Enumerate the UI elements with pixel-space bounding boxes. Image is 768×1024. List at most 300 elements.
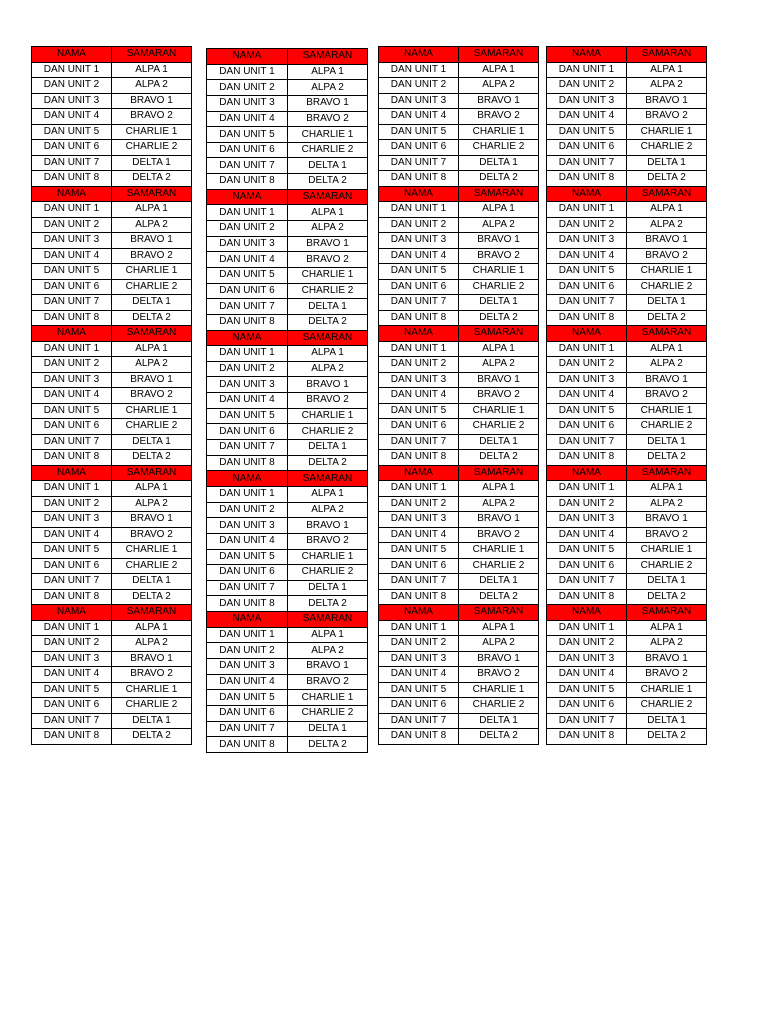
header-nama: NAMA [32,465,112,481]
header-nama: NAMA [207,612,288,628]
cell-samaran: DELTA 2 [288,455,368,471]
table-row [547,419,707,435]
cell-samaran: CHARLIE 1 [627,264,707,280]
cell-samaran: CHARLIE 2 [288,565,368,581]
cell-samaran: CHARLIE 2 [459,698,539,714]
cell-samaran: DELTA 2 [459,729,539,745]
cell-samaran: CHARLIE 1 [112,543,192,559]
cell-nama: DAN UNIT 5 [547,124,627,140]
cell-samaran: ALPA 1 [112,341,192,357]
cell-samaran: BRAVO 1 [627,651,707,667]
cell-samaran: BRAVO 2 [459,527,539,543]
cell-nama: DAN UNIT 7 [207,299,288,315]
cell-nama: DAN UNIT 7 [547,713,627,729]
table-row [547,109,707,125]
header-samaran: SAMARAN [627,186,707,202]
cell-nama: DAN UNIT 6 [207,142,288,158]
cell-nama: DAN UNIT 6 [32,419,112,435]
header-samaran: SAMARAN [627,47,707,63]
table-row [379,682,539,698]
cell-samaran: BRAVO 2 [112,109,192,125]
cell-samaran: DELTA 2 [112,729,192,745]
cell-samaran: BRAVO 2 [627,667,707,683]
cell-samaran: ALPA 2 [288,80,368,96]
cell-nama: DAN UNIT 3 [379,233,459,249]
header-samaran: SAMARAN [112,465,192,481]
cell-nama: DAN UNIT 5 [207,549,288,565]
header-row [32,186,192,202]
header-row [547,326,707,342]
cell-samaran: DELTA 1 [112,713,192,729]
table-row [207,440,368,456]
cell-nama: DAN UNIT 2 [207,502,288,518]
table-row [32,93,192,109]
header-samaran: SAMARAN [288,330,368,346]
header-row [547,605,707,621]
header-row [207,330,368,346]
table-row [379,233,539,249]
cell-nama: DAN UNIT 8 [207,174,288,190]
table-row [32,202,192,218]
cell-nama: DAN UNIT 6 [379,419,459,435]
cell-samaran: ALPA 1 [627,62,707,78]
table-row [207,549,368,565]
table-row [379,279,539,295]
table-row [379,729,539,745]
cell-samaran: CHARLIE 2 [288,142,368,158]
cell-samaran: CHARLIE 2 [627,140,707,156]
cell-nama: DAN UNIT 6 [32,698,112,714]
header-nama: NAMA [547,47,627,63]
cell-nama: DAN UNIT 1 [207,64,288,80]
cell-samaran: BRAVO 2 [288,252,368,268]
table-row [207,158,368,174]
cell-nama: DAN UNIT 2 [547,636,627,652]
cell-nama: DAN UNIT 7 [207,440,288,456]
cell-samaran: ALPA 1 [627,620,707,636]
cell-samaran: BRAVO 1 [459,512,539,528]
table-row [547,202,707,218]
table-row [32,217,192,233]
header-row [379,186,539,202]
cell-samaran: BRAVO 1 [459,372,539,388]
table-row [379,388,539,404]
table-row [379,124,539,140]
cell-samaran: ALPA 2 [627,357,707,373]
cell-samaran: BRAVO 2 [112,388,192,404]
table-row [32,636,192,652]
cell-nama: DAN UNIT 8 [379,589,459,605]
cell-nama: DAN UNIT 7 [379,155,459,171]
cell-nama: DAN UNIT 4 [379,388,459,404]
cell-samaran: ALPA 1 [288,205,368,221]
table-row [32,481,192,497]
cell-samaran: ALPA 1 [459,481,539,497]
header-nama: NAMA [379,326,459,342]
table-row [207,502,368,518]
cell-samaran: DELTA 2 [288,596,368,612]
cell-samaran: CHARLIE 2 [288,705,368,721]
table-row [379,543,539,559]
table-row [32,295,192,311]
header-samaran: SAMARAN [459,465,539,481]
cell-nama: DAN UNIT 2 [547,78,627,94]
cell-samaran: BRAVO 2 [459,667,539,683]
cell-samaran: DELTA 2 [627,450,707,466]
cell-samaran: BRAVO 1 [459,233,539,249]
cell-samaran: DELTA 1 [288,299,368,315]
table-row [379,93,539,109]
cell-nama: DAN UNIT 6 [207,283,288,299]
cell-nama: DAN UNIT 4 [32,667,112,683]
table-row [547,171,707,187]
table-row [32,729,192,745]
cell-nama: DAN UNIT 3 [547,512,627,528]
table-row [32,264,192,280]
header-row [547,465,707,481]
table-row [207,643,368,659]
table-row [547,729,707,745]
cell-nama: DAN UNIT 2 [32,217,112,233]
cell-nama: DAN UNIT 3 [207,95,288,111]
header-row [379,47,539,63]
cell-samaran: DELTA 1 [288,440,368,456]
cell-samaran: BRAVO 1 [112,512,192,528]
cell-samaran: DELTA 1 [288,158,368,174]
header-samaran: SAMARAN [288,49,368,65]
table-row [32,698,192,714]
cell-nama: DAN UNIT 8 [547,310,627,326]
table-row [547,155,707,171]
header-samaran: SAMARAN [112,605,192,621]
cell-nama: DAN UNIT 2 [207,80,288,96]
cell-nama: DAN UNIT 2 [207,361,288,377]
header-row [32,326,192,342]
cell-nama: DAN UNIT 4 [547,248,627,264]
table-row [32,450,192,466]
cell-samaran: BRAVO 2 [627,527,707,543]
cell-nama: DAN UNIT 1 [379,341,459,357]
cell-samaran: ALPA 2 [627,217,707,233]
cell-samaran: BRAVO 1 [288,518,368,534]
table-row [547,636,707,652]
cell-nama: DAN UNIT 7 [379,295,459,311]
cell-samaran: BRAVO 1 [459,651,539,667]
cell-samaran: CHARLIE 2 [459,279,539,295]
cell-samaran: BRAVO 1 [459,93,539,109]
cell-samaran: ALPA 1 [288,346,368,362]
cell-nama: DAN UNIT 8 [207,596,288,612]
table-row [547,620,707,636]
cell-samaran: BRAVO 2 [459,388,539,404]
cell-nama: DAN UNIT 1 [207,346,288,362]
cell-nama: DAN UNIT 8 [207,737,288,753]
cell-nama: DAN UNIT 6 [379,698,459,714]
cell-samaran: CHARLIE 1 [288,127,368,143]
cell-samaran: BRAVO 2 [627,248,707,264]
cell-nama: DAN UNIT 2 [547,357,627,373]
cell-samaran: CHARLIE 1 [459,682,539,698]
table-row [379,248,539,264]
cell-nama: DAN UNIT 1 [547,341,627,357]
cell-samaran: CHARLIE 2 [112,419,192,435]
cell-samaran: CHARLIE 2 [459,558,539,574]
cell-nama: DAN UNIT 6 [32,279,112,295]
cell-nama: DAN UNIT 1 [207,627,288,643]
cell-samaran: ALPA 2 [112,636,192,652]
cell-nama: DAN UNIT 5 [32,543,112,559]
cell-samaran: DELTA 2 [112,310,192,326]
cell-samaran: CHARLIE 1 [288,408,368,424]
table-row [547,93,707,109]
header-nama: NAMA [207,471,288,487]
cell-samaran: ALPA 2 [627,496,707,512]
cell-nama: DAN UNIT 6 [207,424,288,440]
cell-nama: DAN UNIT 3 [32,651,112,667]
cell-samaran: BRAVO 1 [627,372,707,388]
cell-nama: DAN UNIT 2 [32,636,112,652]
cell-nama: DAN UNIT 5 [32,403,112,419]
cell-nama: DAN UNIT 2 [207,221,288,237]
header-nama: NAMA [32,186,112,202]
cell-nama: DAN UNIT 8 [32,310,112,326]
cell-samaran: DELTA 2 [459,450,539,466]
cell-nama: DAN UNIT 4 [32,248,112,264]
cell-nama: DAN UNIT 1 [379,62,459,78]
header-nama: NAMA [547,326,627,342]
cell-nama: DAN UNIT 3 [547,233,627,249]
cell-samaran: DELTA 1 [627,295,707,311]
cell-samaran: ALPA 2 [459,636,539,652]
cell-nama: DAN UNIT 1 [547,620,627,636]
cell-samaran: BRAVO 2 [288,393,368,409]
table-row [547,124,707,140]
cell-nama: DAN UNIT 2 [547,496,627,512]
cell-samaran: ALPA 1 [459,62,539,78]
cell-samaran: ALPA 1 [288,486,368,502]
cell-nama: DAN UNIT 5 [207,408,288,424]
cell-samaran: CHARLIE 1 [459,543,539,559]
header-row [32,465,192,481]
table-row [379,496,539,512]
cell-nama: DAN UNIT 3 [207,658,288,674]
cell-nama: DAN UNIT 8 [379,310,459,326]
table-row [379,651,539,667]
cell-nama: DAN UNIT 1 [32,481,112,497]
cell-nama: DAN UNIT 5 [379,682,459,698]
cell-samaran: ALPA 2 [459,496,539,512]
table-row [32,388,192,404]
table-row [32,527,192,543]
cell-nama: DAN UNIT 6 [207,565,288,581]
cell-nama: DAN UNIT 1 [547,202,627,218]
cell-samaran: CHARLIE 2 [627,279,707,295]
cell-samaran: CHARLIE 1 [627,124,707,140]
table-row [207,658,368,674]
cell-nama: DAN UNIT 5 [32,682,112,698]
cell-samaran: DELTA 1 [112,434,192,450]
table-row [32,512,192,528]
table-row [32,667,192,683]
cell-nama: DAN UNIT 3 [32,512,112,528]
table-row [207,283,368,299]
table-row [207,346,368,362]
table-row [547,450,707,466]
cell-samaran: CHARLIE 2 [112,279,192,295]
cell-nama: DAN UNIT 3 [547,651,627,667]
cell-nama: DAN UNIT 5 [547,543,627,559]
cell-samaran: ALPA 2 [627,636,707,652]
cell-samaran: DELTA 2 [112,589,192,605]
table-row [32,155,192,171]
cell-samaran: DELTA 1 [288,721,368,737]
cell-nama: DAN UNIT 7 [547,295,627,311]
table-row [379,78,539,94]
table-row [207,518,368,534]
cell-samaran: DELTA 2 [288,737,368,753]
header-row [32,47,192,63]
cell-nama: DAN UNIT 3 [379,93,459,109]
cell-samaran: BRAVO 1 [112,233,192,249]
cell-nama: DAN UNIT 8 [207,314,288,330]
table-row [547,341,707,357]
cell-nama: DAN UNIT 8 [32,450,112,466]
cell-samaran: ALPA 2 [288,502,368,518]
cell-nama: DAN UNIT 3 [207,377,288,393]
cell-nama: DAN UNIT 4 [547,667,627,683]
cell-nama: DAN UNIT 8 [207,455,288,471]
table-row [207,142,368,158]
cell-nama: DAN UNIT 4 [379,109,459,125]
cell-samaran: ALPA 1 [459,620,539,636]
cell-nama: DAN UNIT 1 [379,481,459,497]
table-row [32,248,192,264]
table-row [547,682,707,698]
table-row [379,620,539,636]
cell-nama: DAN UNIT 4 [547,527,627,543]
table-row [379,713,539,729]
cell-samaran: CHARLIE 2 [627,558,707,574]
cell-samaran: DELTA 1 [627,434,707,450]
cell-nama: DAN UNIT 7 [379,574,459,590]
table-row [207,267,368,283]
table-row [547,713,707,729]
cell-samaran: CHARLIE 1 [112,682,192,698]
table-row [547,62,707,78]
table-row [207,486,368,502]
cell-nama: DAN UNIT 4 [207,674,288,690]
header-row [32,605,192,621]
table-row [547,357,707,373]
table-row [32,310,192,326]
cell-samaran: CHARLIE 1 [288,690,368,706]
table-row [547,403,707,419]
cell-nama: DAN UNIT 2 [207,643,288,659]
cell-samaran: DELTA 1 [459,295,539,311]
table-row [547,667,707,683]
cell-samaran: ALPA 2 [112,78,192,94]
cell-nama: DAN UNIT 5 [547,682,627,698]
table-row [32,372,192,388]
cell-samaran: DELTA 1 [112,155,192,171]
table-row [379,62,539,78]
cell-samaran: ALPA 1 [112,620,192,636]
cell-samaran: DELTA 2 [627,589,707,605]
header-row [207,612,368,628]
cell-samaran: BRAVO 2 [288,674,368,690]
cell-nama: DAN UNIT 4 [379,527,459,543]
table-row [207,393,368,409]
table-row [32,171,192,187]
cell-samaran: DELTA 2 [112,450,192,466]
header-samaran: SAMARAN [288,189,368,205]
cell-samaran: CHARLIE 2 [627,419,707,435]
table-row [547,264,707,280]
table-row [207,111,368,127]
header-samaran: SAMARAN [459,186,539,202]
cell-nama: DAN UNIT 8 [32,589,112,605]
table-row [207,95,368,111]
header-row [547,47,707,63]
cell-nama: DAN UNIT 3 [379,512,459,528]
table-row [547,496,707,512]
cell-nama: DAN UNIT 5 [207,127,288,143]
header-row [379,326,539,342]
cell-samaran: BRAVO 1 [288,377,368,393]
cell-samaran: ALPA 1 [288,627,368,643]
table-row [207,721,368,737]
cell-nama: DAN UNIT 7 [207,158,288,174]
cell-nama: DAN UNIT 1 [207,486,288,502]
cell-nama: DAN UNIT 4 [547,109,627,125]
table-row [32,341,192,357]
table-row [207,205,368,221]
table-row [207,236,368,252]
table-row [32,620,192,636]
cell-samaran: ALPA 2 [459,357,539,373]
table-row [547,543,707,559]
table-row [547,527,707,543]
cell-nama: DAN UNIT 4 [32,527,112,543]
table-row [32,682,192,698]
table-row [547,248,707,264]
header-nama: NAMA [379,605,459,621]
cell-samaran: CHARLIE 1 [112,403,192,419]
cell-nama: DAN UNIT 7 [32,155,112,171]
cell-samaran: BRAVO 2 [627,388,707,404]
cell-samaran: BRAVO 2 [288,111,368,127]
cell-samaran: CHARLIE 2 [288,283,368,299]
cell-samaran: BRAVO 1 [288,236,368,252]
header-samaran: SAMARAN [627,605,707,621]
cell-nama: DAN UNIT 5 [379,264,459,280]
header-nama: NAMA [547,186,627,202]
cell-samaran: DELTA 1 [459,574,539,590]
cell-nama: DAN UNIT 1 [547,62,627,78]
header-row [207,189,368,205]
table-row [32,496,192,512]
table-row [379,295,539,311]
cell-nama: DAN UNIT 6 [547,698,627,714]
header-nama: NAMA [547,465,627,481]
table-row [379,171,539,187]
cell-nama: DAN UNIT 4 [379,667,459,683]
cell-samaran: CHARLIE 2 [112,698,192,714]
cell-nama: DAN UNIT 6 [379,279,459,295]
cell-samaran: BRAVO 2 [627,109,707,125]
table-row [32,403,192,419]
header-nama: NAMA [379,465,459,481]
